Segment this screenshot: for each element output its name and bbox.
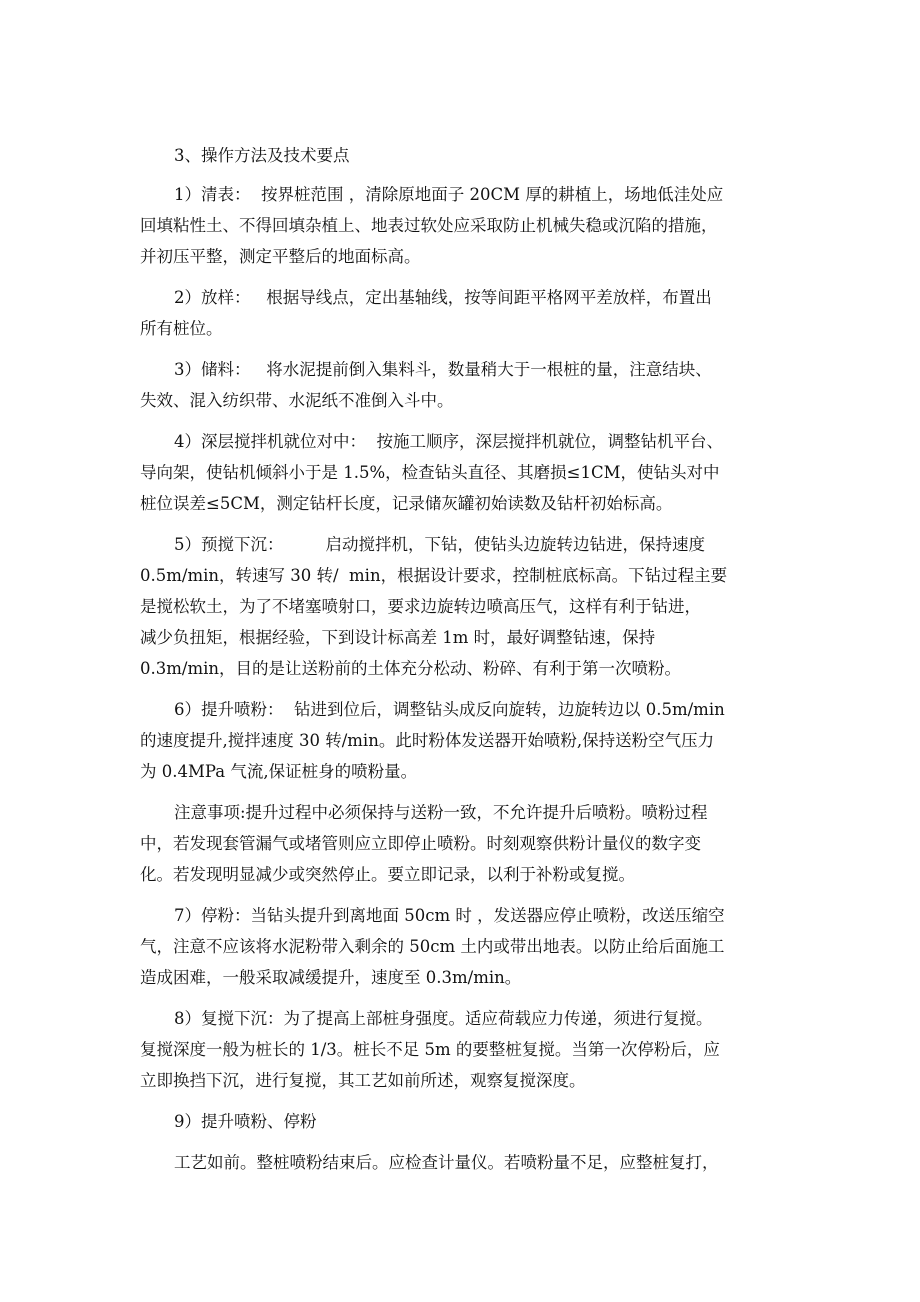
paragraph-clearing bbox=[140, 179, 780, 272]
paragraph-storage bbox=[140, 354, 780, 416]
text-line: 8）复搅下沉：为了提高上部桩身强度。适应荷载应力传递，须进行复搅。 bbox=[174, 1009, 713, 1028]
text-line: 工艺如前。整桩喷粉结束后。应检查计量仪。若喷粉量不足，应整桩复打， bbox=[174, 1153, 719, 1172]
text-line: 6）提升喷粉： 钻进到位后，调整钻头成反向旋转，边旋转边以 0.5m/min bbox=[174, 700, 725, 719]
paragraph-layout bbox=[140, 282, 780, 344]
text-line: 化。若发现明显减少或突然停止。要立即记录，以利于补粉或复搅。 bbox=[140, 865, 635, 884]
text-line: 9）提升喷粉、停粉 bbox=[174, 1112, 317, 1131]
text-line: 造成困难，一般采取减缓提升，速度至 0.3m/min。 bbox=[140, 968, 522, 987]
text-line: 减少负扭矩，根据经验，下到设计标高差 1m 时，最好调整钻速，保持 bbox=[140, 628, 656, 647]
paragraph-lift-stop bbox=[140, 1106, 780, 1137]
section-heading-text: 3、操作方法及技术要点 bbox=[174, 146, 350, 165]
text-line: 复搅深度一般为桩长的 1/3。桩长不足 5m 的要整桩复搅。当第一次停粉后，应 bbox=[140, 1040, 720, 1059]
text-line: 0.3m/min，目的是让送粉前的土体充分松动、粉碎、有利于第一次喷粉。 bbox=[140, 659, 681, 678]
text-line: 5）预搅下沉： 启动搅拌机，下钻，使钻头边旋转边钻进，保持速度 bbox=[174, 535, 705, 554]
paragraph-remix bbox=[140, 1003, 780, 1096]
text-line: 的速度提升,搅拌速度 30 转/min。此时粉体发送器开始喷粉,保持送粉空气压力 bbox=[140, 731, 715, 750]
text-line: 中，若发现套管漏气或堵管则应立即停止喷粉。时刻观察供粉计量仪的数字变 bbox=[140, 834, 701, 853]
paragraph-positioning bbox=[140, 426, 780, 519]
text-line: 气，注意不应该将水泥粉带入剩余的 50cm 土内或带出地表。以防止给后面施工 bbox=[140, 937, 725, 956]
text-line: 为 0.4MPa 气流,保证桩身的喷粉量。 bbox=[140, 762, 418, 781]
paragraph-lift-spray bbox=[140, 694, 780, 787]
text-line: 0.5m/min，转速写 30 转/ min，根据设计要求，控制桩底标高。下钻过程主要 bbox=[140, 566, 728, 585]
text-line: 4）深层搅拌机就位对中： 按施工顺序，深层搅拌机就位，调整钻机平台、 bbox=[174, 432, 723, 451]
text-line: 并初压平整，测定平整后的地面标高。 bbox=[140, 247, 421, 266]
text-line: 3）储料： 将水泥提前倒入集料斗，数量稍大于一根桩的量，注意结块、 bbox=[174, 360, 712, 379]
text-line: 桩位误差≤5CM，测定钻杆长度，记录储灰罐初始读数及钻杆初始标高。 bbox=[140, 494, 673, 513]
text-line: 注意事项:提升过程中必须保持与送粉一致，不允许提升后喷粉。喷粉过程 bbox=[174, 803, 708, 822]
text-line: 回填粘性土、不得回填杂植上、地表过软处应采取防止机械失稳或沉陷的措施， bbox=[140, 216, 718, 235]
document-body bbox=[140, 140, 780, 1188]
text-line: 立即换挡下沉，进行复搅，其工艺如前所述，观察复搅深度。 bbox=[140, 1071, 586, 1090]
text-line: 失效、混入纺织带、水泥纸不准倒入斗中。 bbox=[140, 391, 454, 410]
text-line: 导向架，使钻机倾斜小于是 1.5%，检查钻头直径、其磨损≤1CM，使钻头对中 bbox=[140, 463, 720, 482]
section-heading bbox=[140, 140, 780, 171]
text-line: 所有桩位。 bbox=[140, 319, 223, 338]
paragraph-notes bbox=[140, 797, 780, 890]
paragraph-pre-mixing bbox=[140, 529, 780, 684]
paragraph-process bbox=[140, 1147, 780, 1178]
text-line: 1）清表： 按界桩范围 ，清除原地面子 20CM 厚的耕植上，场地低洼处应 bbox=[174, 185, 724, 204]
text-line: 2）放样： 根据导线点，定出基轴线，按等间距平格网平差放样，布置出 bbox=[174, 288, 712, 307]
text-line: 是搅松软土，为了不堵塞喷射口，要求边旋转边喷高压气，这样有利于钻进， bbox=[140, 597, 701, 616]
paragraph-stop-spray bbox=[140, 900, 780, 993]
text-line: 7）停粉：当钻头提升到离地面 50cm 时 ，发送器应停止喷粉，改送压缩空 bbox=[174, 906, 725, 925]
